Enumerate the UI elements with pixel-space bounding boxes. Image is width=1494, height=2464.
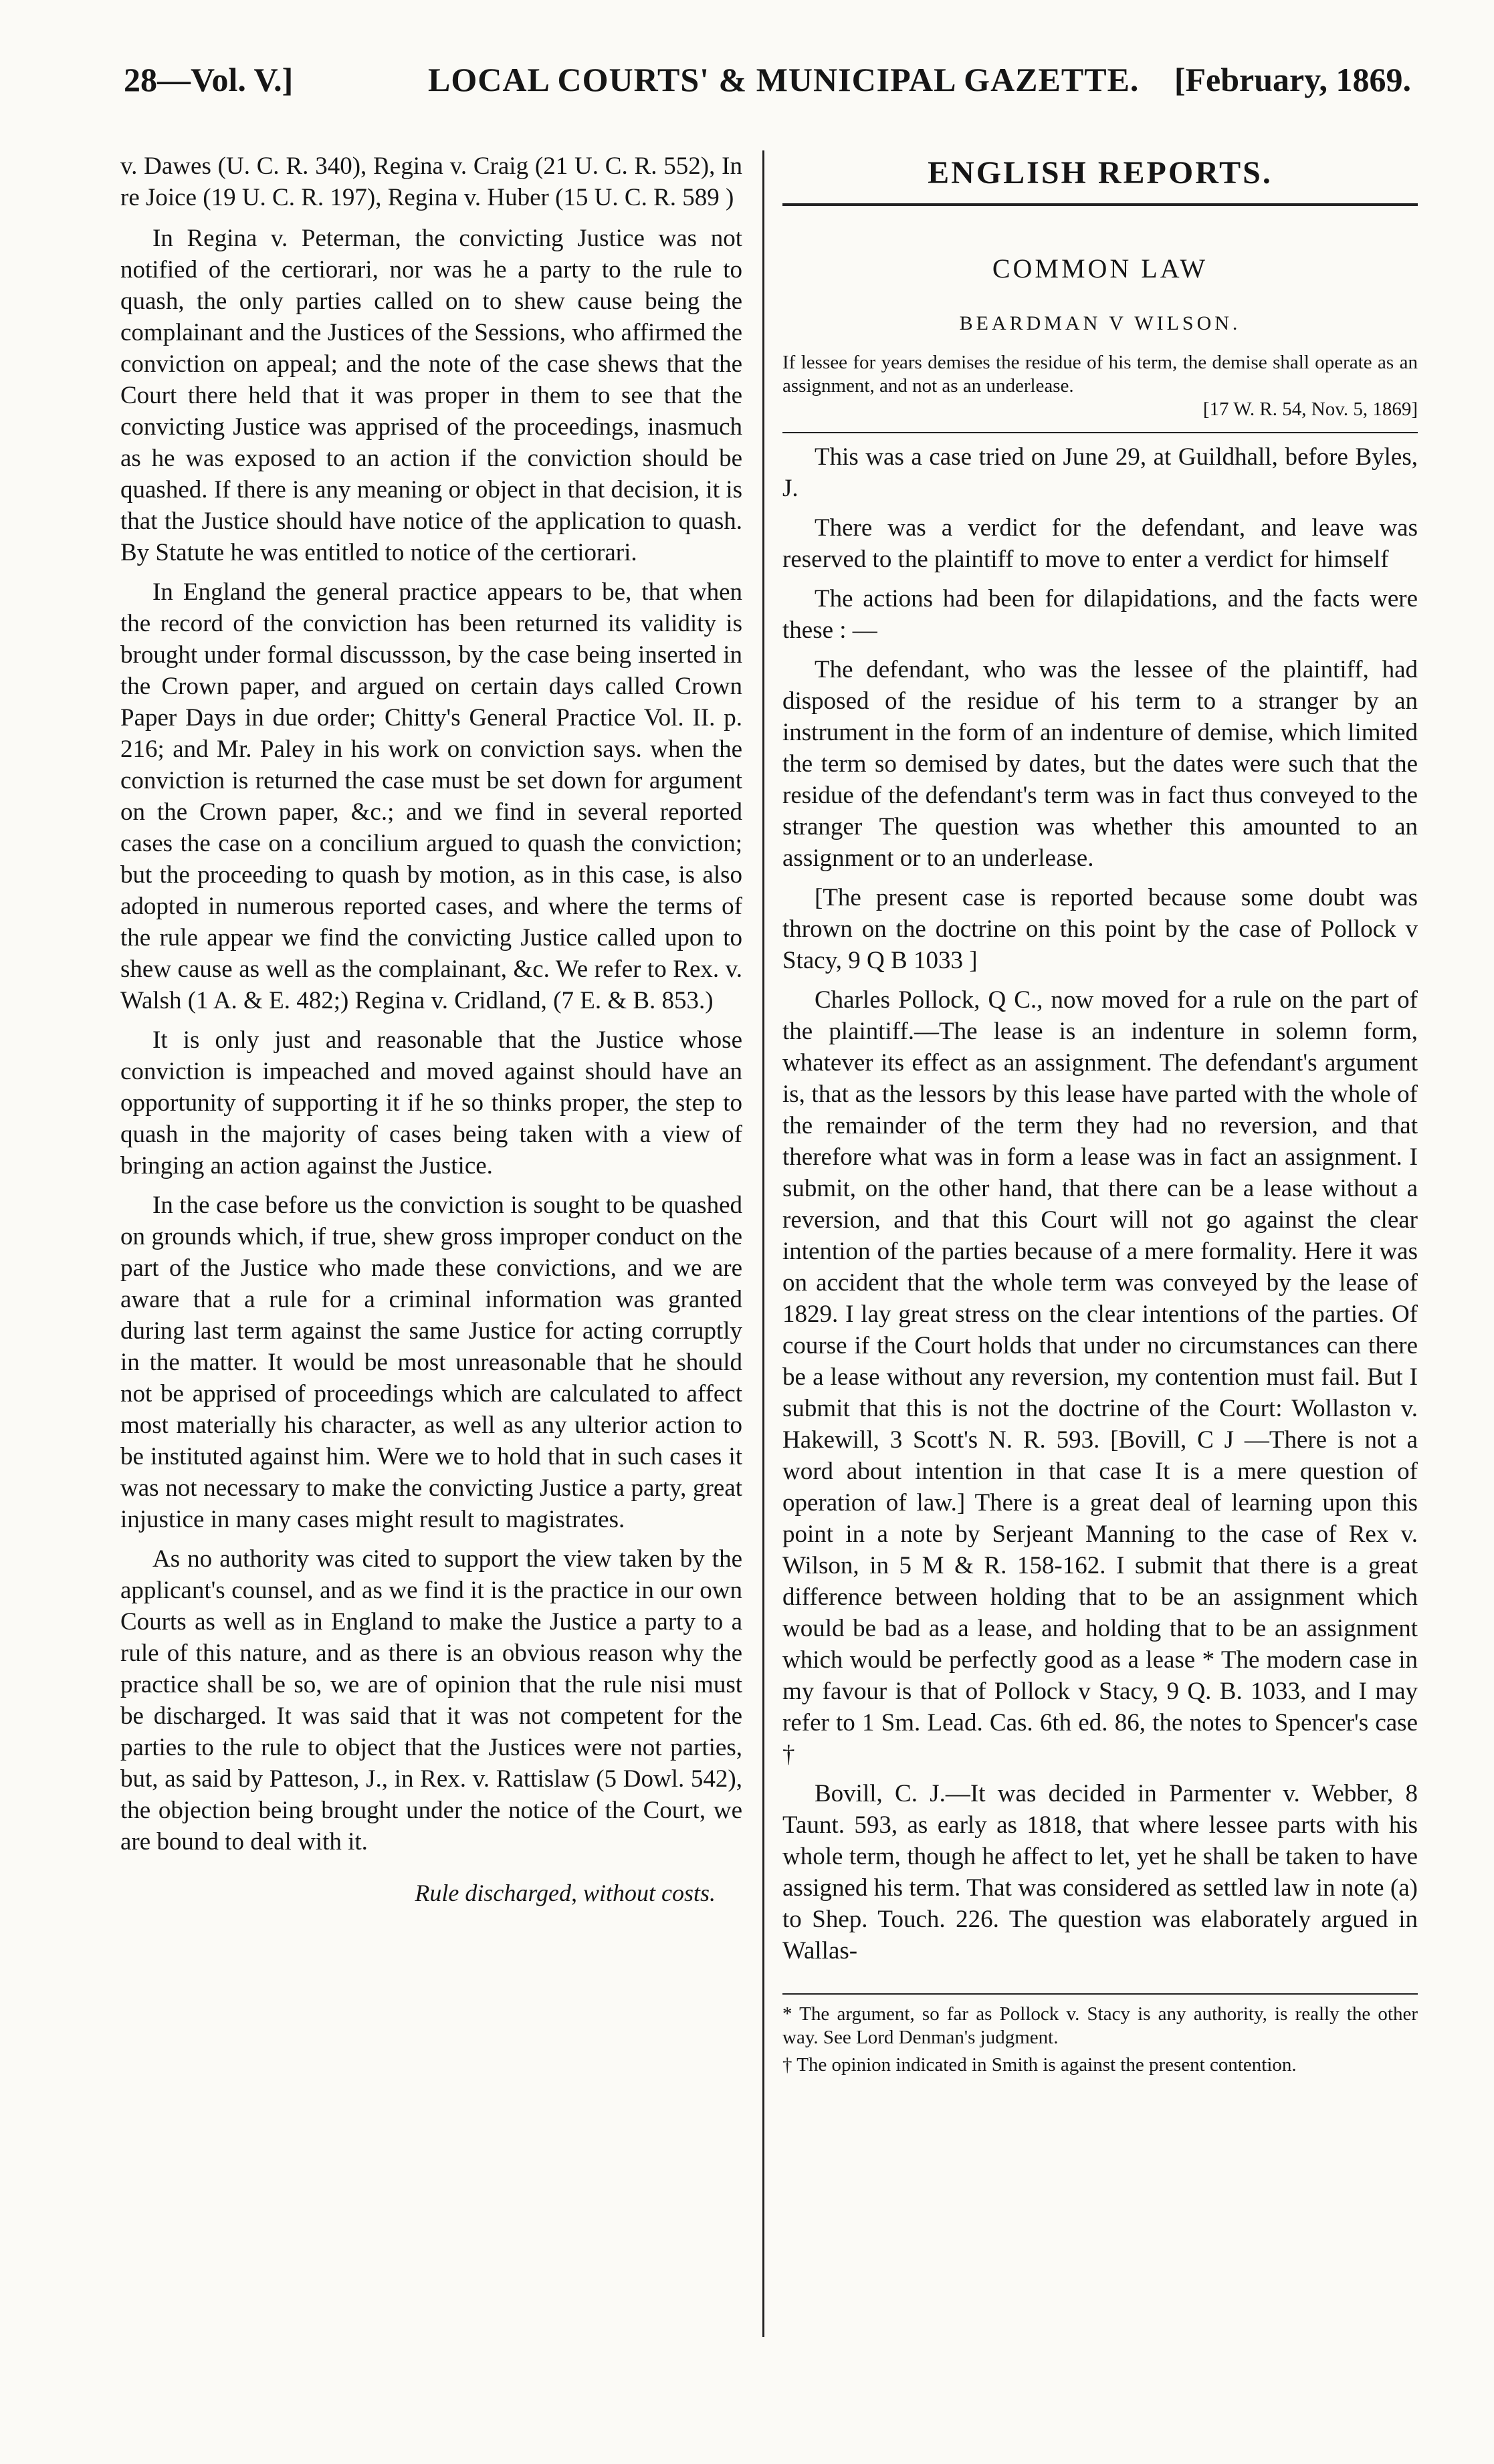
body-paragraph: In Regina v. Peterman, the convicting Justice was not notified of the certiorari, nor was he a party to the rule to quash, the only parties called on to shew cause being the complainant and the Justices of the Sessions, who affirmed the conviction on appeal; and the note of the case shews that the Court there held that it was proper in them to see that the convicting Justice was apprised of the proceedings, inasmuch as he was exposed to an action if the conviction should be quashed. If there is any meaning or object in that decision, it is that the Justice should have notice of the application to quash. By Statute he was entitled to notice of the certiorari. — [120, 225, 742, 566]
body-paragraph: The defendant, who was the lessee of the plaintiff, had disposed of the residue of his term to a stranger by an instrument in the form of an indenture of demise, which limited the term so demised by dates, but the dates were such that the residue of the defendant's term was in fact thus conveyed to the stranger The question was whether this amounted to an assignment or to an underlease. — [782, 656, 1418, 872]
case-title: BEARDMAN V WILSON. — [959, 312, 1241, 334]
body-paragraph: In England the general practice appears to be, that when the record of the conviction has been returned its validity is brought under formal discussson, by the case being inserted in the Crown paper, and argued on certain days called Crown Paper Days in due order; Chitty's General Practice Vol. II. p. 216; and Mr. Paley in his work on conviction says. when the conviction is returned the case must be set down for argument on the Crown paper, &c.; and we find in several reported cases the case on a concilium argued to quash the conviction; but the proceeding to quash by motion, as in this case, is also adopted in numerous reported cases, and where the terms of the rule appear we find the convicting Justice called upon to shew cause as well as the complainant, &c. We refer to Rex. v. Walsh (1 A. & E. 482;) Regina v. Cridland, (7 E. & B. 853.) — [120, 578, 742, 1014]
headnote-citation: [17 W. R. 54, Nov. 5, 1869] — [1202, 399, 1418, 420]
headnote-rule — [782, 432, 1418, 433]
right-column — [782, 150, 1418, 2081]
column-divider — [762, 150, 764, 2337]
footnotes — [782, 1993, 1418, 2077]
judgment-paragraph: Bovill, C. J.—It was decided in Parmenter v. Webber, 8 Taunt. 593, as early as 1818, that where lessee parts with his whole term, though he affect to let, yet he shall be taken to have assigned his term. That was considered as settled law in note (a) to Shep. Touch. 226. The question was elaborately argued in Wallas- — [782, 1780, 1418, 1965]
section-title: ENGLISH REPORTS. — [928, 155, 1273, 191]
body-paragraph: This was a case tried on June 29, at Guildhall, before Byles, J. — [782, 443, 1418, 502]
body-paragraph: As no authority was cited to support the view taken by the applicant's counsel, and as we find it is the practice in our own Courts as well as in England to make the Justice a party to a rule of this nature, and as there is an obvious reason why the practice shall be so, we are of opinion that the rule nisi must be discharged. It was said that it was not competent for the parties to the rule to object that the Justices were not parties, but, as said by Patteson, J., in Rex. v. Rattislaw (5 Dowl. 542), the objection being brought under the notice of the Court, we are bound to deal with it. — [120, 1545, 742, 1856]
publication-title: LOCAL COURTS' & MUNICIPAL GAZETTE. — [428, 61, 1140, 98]
body-paragraph: The actions had been for dilapidations, and the facts were these : — — [782, 585, 1418, 644]
case-citations-paragraph: v. Dawes (U. C. R. 340), Regina v. Craig (21 U. C. R. 552), In re Joice (19 U. C. R. 197), Regina v. Huber (15 U. C. R. 589 ) — [120, 152, 742, 211]
issue-date: [February, 1869. — [1174, 61, 1411, 98]
headnote — [782, 351, 1418, 421]
counsel-argument: Charles Pollock, Q C., now moved for a rule on the part of the plaintiff.—The lease is an indenture in solemn form, whatever its effect as an assignment. The defendant's argument is, that as the lessors by this lease have parted with the whole of the remainder of the term they had no reversion, and that therefore what was in form a lease was in fact an assignment. I submit, on the other hand, that there can be a lease without a reversion, and that this Court will not go against the clear intention of the parties because of a mere formality. Here it was on accident that the whole term was conveyed by the lease of 1829. I lay great stress on the clear intentions of the parties. Of course if the Court holds that under no circumstances can there be a lease without any reversion, my contention must fail. But I submit that this is not the doctrine of the Court: Wollaston v. Hakewill, 3 Scott's N. R. 593. [Bovill, C J —There is not a word about intention in that case It is a mere question of operation of law.] There is a great deal of learning upon this point in a note by Serjeant Manning to the case of Rex v. Wilson, in 5 M & R. 158-162. I submit that there is a great difference between holding that to be an assignment which would be bad as a lease, and holding that to be an assignment which would be perfectly good as a lease * The modern case in my favour is that of Pollock v Stacy, 9 Q. B. 1033, and I may refer to 1 Sm. Lead. Cas. 6th ed. 86, the notes to Spencer's case † — [782, 986, 1418, 1768]
body-paragraph: In the case before us the conviction is sought to be quashed on grounds which, if true, shew gross improper conduct on the part of the Justice who made these convictions, and we are aware that a rule for a criminal information was granted during last term against the same Justice for acting corruptly in the matter. It would be most unreasonable that he should not be apprised of proceedings which are calculated to affect most materially his character, as well as any ulterior action to be instituted against him. Were we to hold that in such cases it was not necessary to make the convicting Justice a party, great injustice in many cases might result to magistrates. — [120, 1192, 742, 1533]
page-volume-label: 28—Vol. V.] — [124, 61, 294, 98]
left-column — [120, 150, 742, 1917]
editorial-note: [The present case is reported because some doubt was thrown on the doctrine on this point by the case of Pollock v Stacy, 9 Q B 1033 ] — [782, 884, 1418, 974]
footnote: † The opinion indicated in Smith is against the present contention. — [782, 2054, 1297, 2076]
running-header — [124, 52, 1411, 112]
footnote: * The argument, so far as Pollock v. Stacy is any authority, is really the other way. See Lord Denman's judgment. — [782, 2003, 1418, 2048]
body-paragraph: It is only just and reasonable that the Justice whose conviction is impeached and moved against should have an opportunity of supporting it if he so thinks proper, the step to quash in the majority of cases being taken with a view of bringing an action against the Justice. — [120, 1026, 742, 1180]
section-rule — [782, 203, 1418, 206]
headnote-text: If lessee for years demises the residue of his term, the demise shall operate as an assignment, and not as an underlease. — [782, 352, 1418, 397]
body-paragraph: There was a verdict for the defendant, and leave was reserved to the plaintiff to move to enter a verdict for himself — [782, 514, 1418, 573]
subsection-title: COMMON LAW — [992, 253, 1208, 284]
ruling-sign-off: Rule discharged, without costs. — [415, 1880, 716, 1906]
